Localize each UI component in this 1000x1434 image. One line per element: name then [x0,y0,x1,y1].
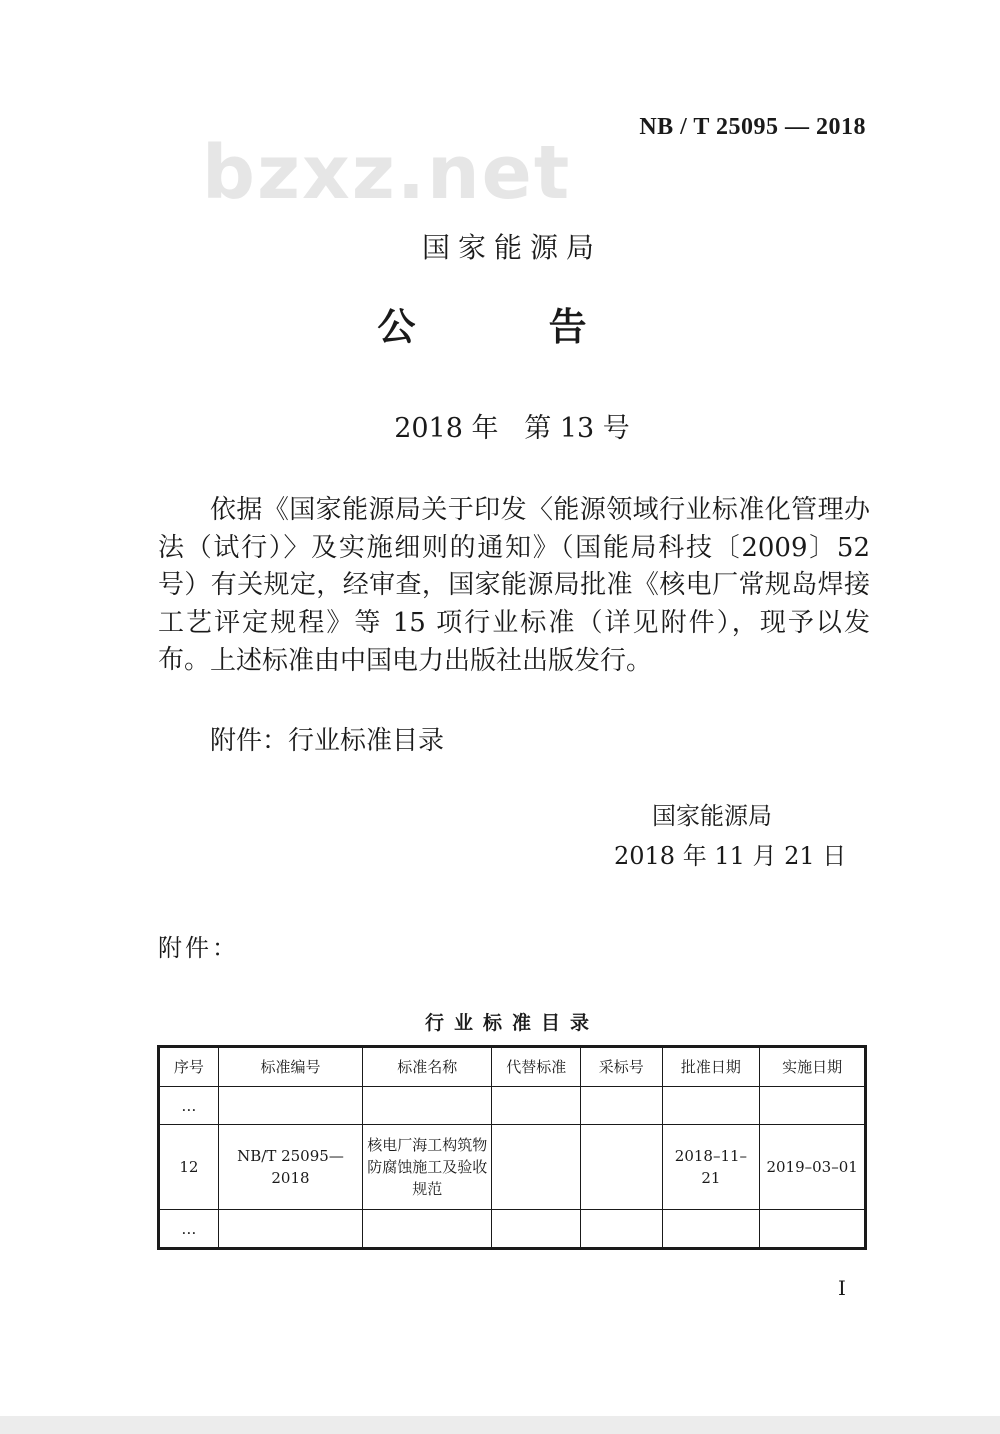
table-row [159,1087,866,1125]
cell-approved: 2018–11–21 [662,1125,760,1210]
announcement-number: 2018 年 第 13 号 [394,413,630,444]
cell-adopted [580,1125,662,1210]
announcement-title: 公 告 [377,305,647,349]
attachment-label: 附件： [158,934,239,962]
signature-date: 2018 年 11 月 21 日 [614,842,847,870]
header-std-no: 标准编号 [218,1047,362,1087]
table-row [159,1210,866,1249]
watermark: bzxz.net [202,130,572,216]
table-row [159,1125,866,1210]
body-paragraph-2: 上述标准由中国电力出版社出版发行。 [210,646,653,676]
header-replaces: 代替标准 [492,1047,581,1087]
issuer-name: 国家能源局 [421,231,602,264]
table-header-row [159,1047,866,1087]
cell-effective: 2019–03–01 [760,1125,866,1210]
standards-table [157,1045,867,1250]
header-effective: 实施日期 [760,1047,866,1087]
cell-seq: 12 [159,1125,219,1210]
table-title: 行业标准目录 [424,1012,599,1034]
cell-replaces [492,1125,581,1210]
ellipsis-cell: … [159,1087,219,1125]
attachment-line: 附件：行业标准目录 [210,726,445,756]
page-number: I [838,1276,846,1300]
signature-organization: 国家能源局 [652,802,772,830]
page-bottom-band [0,1416,1000,1434]
cell-std-no: NB/T 25095—2018 [218,1125,362,1210]
header-name: 标准名称 [363,1047,492,1087]
header-approved: 批准日期 [662,1047,760,1087]
standard-code: NB / T 25095 — 2018 [639,114,866,140]
ellipsis-cell: … [159,1210,219,1249]
body-paragraph-1: 依据《国家能源局关于印发〈能源领域行业标准化管理办法（试行）〉及实施细则的通知》（国能局科技〔2009〕52 号）有关规定，经审查，国家能源局批准《核电厂常规岛焊接工艺评定规程》等 15 项行业标准（详见附件），现予以发布。 [158,495,870,675]
cell-name: 核电厂海工构筑物防腐蚀施工及验收规范 [363,1125,492,1210]
header-adopted: 采标号 [580,1047,662,1087]
header-seq: 序号 [159,1047,219,1087]
